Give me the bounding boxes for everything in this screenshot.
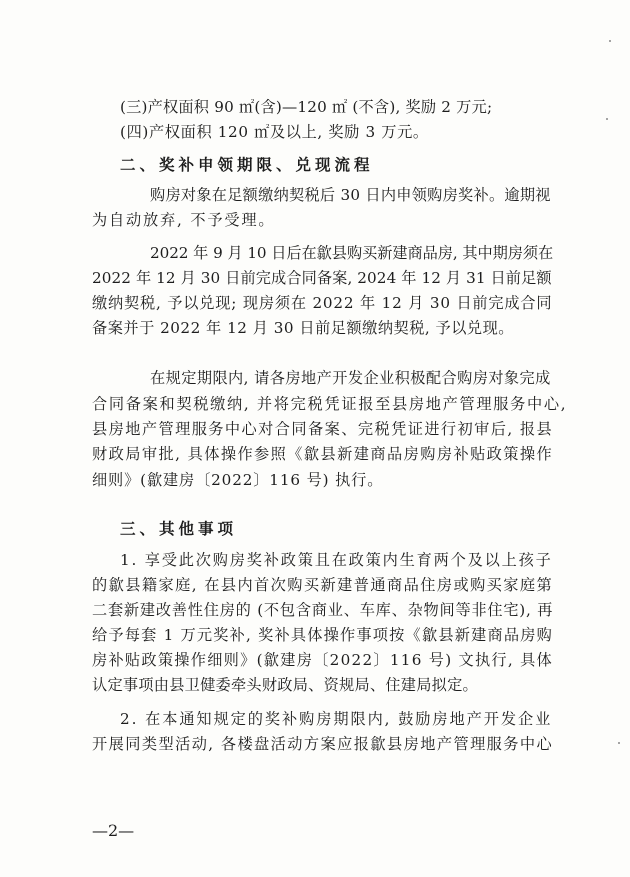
paragraph-line: 财政局审批, 具体操作参照《歙县新建商品房购房补贴政策操作 xyxy=(92,445,554,463)
page-number: —2— xyxy=(92,821,135,840)
paragraph-line: 为自动放弃, 不予受理。 xyxy=(92,211,276,229)
paragraph-line: 给予每套 1 万元奖补, 奖补具体操作事项按《歙县新建商品房购 xyxy=(92,626,554,644)
scan-speck xyxy=(609,40,611,42)
paragraph-line: 认定事项由县卫健委牵头财政局、资规局、住建局拟定。 xyxy=(92,676,478,694)
scan-speck xyxy=(606,118,608,120)
paragraph-line: 在规定期限内, 请各房地产开发企业积极配合购房对象完成 xyxy=(150,369,551,387)
paragraph-line: 购房对象在足额缴纳契税后 30 日内申领购房奖补。逾期视 xyxy=(150,186,551,204)
paragraph-line: 备案并于 2022 年 12 月 30 日前足额缴纳契税, 予以兑现。 xyxy=(92,319,514,337)
paragraph-line: 细则》(歙建房〔2022〕116 号) 执行。 xyxy=(92,471,384,489)
paragraph-line: (三)产权面积 90 ㎡(含)—120 ㎡ (不含), 奖励 2 万元; xyxy=(120,98,493,116)
section-heading: 三、其他事项 xyxy=(120,520,238,538)
section-heading: 二、奖补申领期限、兑现流程 xyxy=(120,156,374,174)
paragraph-line: 开展同类型活动, 各楼盘活动方案应报歙县房地产管理服务中心 xyxy=(92,735,554,753)
paragraph-line: 合同备案和契税缴纳, 并将完税凭证报至县房地产管理服务中心, xyxy=(92,395,568,413)
paragraph-line: 的歙县籍家庭, 在县内首次购买新建普通商品住房或购买家庭第 xyxy=(92,576,554,594)
paragraph-line: 二套新建改善性住房的 (不包含商业、车库、杂物间等非住宅), 再 xyxy=(92,601,554,619)
paragraph-line: 房补贴政策操作细则》(歙建房〔2022〕116 号) 文执行, 具体 xyxy=(92,651,554,669)
paragraph-line: 1. 享受此次购房奖补政策且在政策内生育两个及以上孩子 xyxy=(120,551,553,569)
scan-speck xyxy=(618,742,620,744)
paragraph-line: 缴纳契税, 予以兑现; 现房须在 2022 年 12 月 30 日前完成合同 xyxy=(92,294,553,312)
paragraph-line: 2. 在本通知规定的奖补购房期限内, 鼓励房地产开发企业 xyxy=(120,710,553,728)
paragraph-line: 2022 年 9 月 10 日后在歙县购买新建商品房, 其中期房须在 xyxy=(150,244,554,262)
paragraph-line: 县房地产管理服务中心对合同备案、完税凭证进行初审后, 报县 xyxy=(92,420,554,438)
paragraph-line: 2022 年 12 月 30 日前完成合同备案, 2024 年 12 月 31 日前足额 xyxy=(92,269,552,287)
paragraph-line: (四)产权面积 120 ㎡及以上, 奖励 3 万元。 xyxy=(120,123,429,141)
